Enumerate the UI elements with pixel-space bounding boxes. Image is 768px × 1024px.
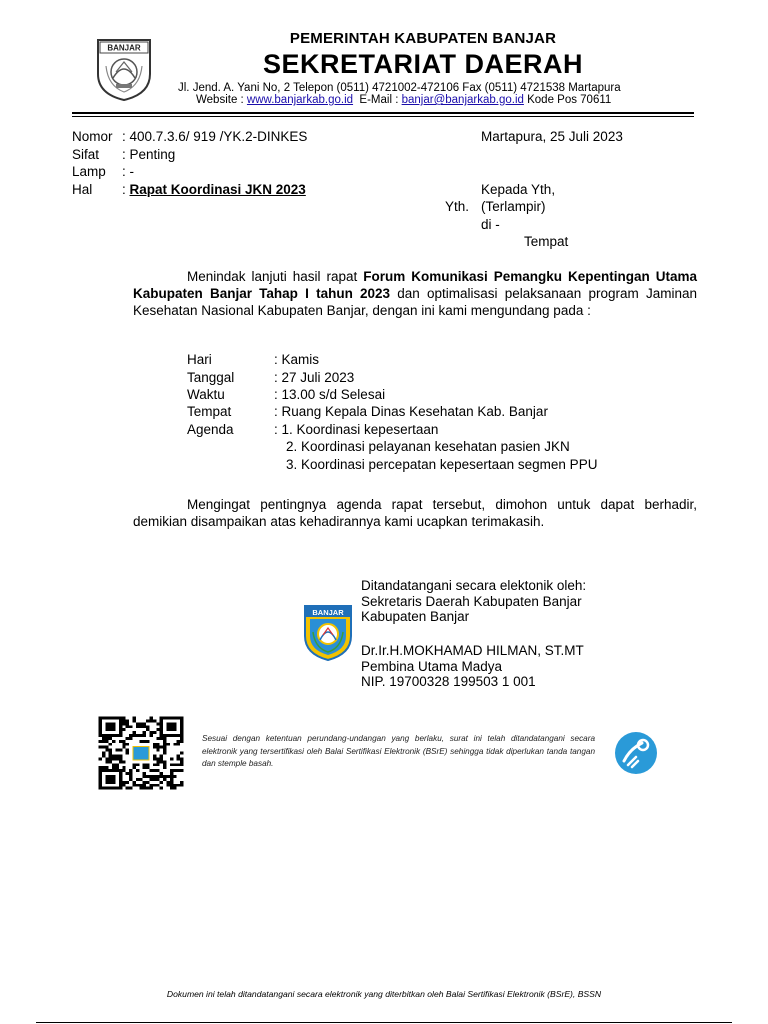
recipient-place: Tempat	[524, 234, 569, 249]
nomor-value: : 400.7.3.6/ 919 /YK.2-DINKES	[122, 129, 308, 144]
website-link[interactable]: www.banjarkab.go.id	[246, 94, 354, 106]
signatory-nip: NIP. 19700328 199503 1 001	[361, 674, 536, 689]
hal-label: Hal	[72, 182, 93, 197]
hal-value: Rapat Koordinasi JKN 2023	[129, 182, 306, 197]
recipient-di: di -	[481, 217, 500, 232]
qr-code	[98, 716, 184, 790]
intro-text-2: dan optimalisasi pelaksanaan program Jaminan Kesehatan Nasional Kabupaten Banjar, dengan ini kami mengundang pada :	[133, 286, 701, 318]
intro-paragraph	[133, 268, 701, 319]
detail-label-waktu: Waktu	[187, 387, 225, 402]
footer-note: Dokumen ini telah ditandatangani secara elektronik yang diterbitkan oleh Balai Sertifikasi Elektronik (BSrE), BSSN	[166, 989, 602, 999]
place-date: Martapura, 25 Juli 2023	[481, 129, 623, 144]
detail-label-tanggal: Tanggal	[187, 370, 235, 385]
postcode: Kode Pos 70611	[523, 94, 612, 106]
header-rule-thin	[72, 116, 694, 117]
intro-text-1: Menindak lanjuti hasil rapat	[187, 269, 364, 284]
office-title: SEKRETARIAT DAERAH	[262, 49, 583, 79]
detail-value-hari: : Kamis	[274, 352, 320, 367]
kabupaten-banjar-logo	[94, 36, 154, 102]
recipient-name: (Terlampir)	[481, 199, 546, 214]
agenda-item-1: : 1. Koordinasi kepesertaan	[274, 422, 439, 437]
detail-label-hari: Hari	[187, 352, 212, 367]
hal-field	[122, 182, 306, 197]
footer-rule	[36, 1022, 732, 1023]
svg-text:BANJAR: BANJAR	[107, 43, 141, 53]
website-label: Website :	[196, 94, 247, 106]
nomor-label: Nomor	[72, 129, 113, 144]
agenda-item-3: 3. Koordinasi percepatan kepesertaan segmen PPU	[286, 457, 598, 472]
office-address: Jl. Jend. A. Yani No, 2 Telepon (0511) 4721002-472106 Fax (0511) 4721538 Martapura	[178, 82, 621, 94]
email-link[interactable]: banjar@banjarkab.go.id	[401, 94, 524, 106]
bsre-notice: Sesuai dengan ketentuan perundang-undangan yang berlaku, surat ini telah ditandatangani secara elektronik yang tersertifikasi oleh Balai Sertifikasi Elektronik (BSrE) sehingga tidak diperlukan tanda tangan dan stemple basah.	[202, 734, 595, 768]
organization-name: PEMERINTAH KABUPATEN BANJAR	[289, 30, 557, 47]
hal-colon: :	[122, 182, 130, 197]
detail-value-tempat: : Ruang Kepala Dinas Kesehatan Kab. Banjar	[274, 404, 548, 419]
intro-forum-name: Forum Komunikasi Pemangku Kepentingan Utama Kabupaten Banjar Tahap I tahun 2023	[133, 269, 697, 301]
detail-value-tanggal: : 27 Juli 2023	[274, 370, 355, 385]
closing-paragraph: Mengingat pentingnya agenda rapat tersebut, dimohon untuk dapat berhadir, demikian disampaikan atas kehadirannya kami ucapkan terimakasih.	[133, 497, 697, 529]
sifat-label: Sifat	[72, 147, 100, 162]
detail-label-tempat: Tempat	[187, 404, 232, 419]
signature-line-2: Sekretaris Daerah Kabupaten Banjar	[361, 594, 582, 609]
svg-text:BANJAR: BANJAR	[312, 608, 344, 617]
signatory-rank: Pembina Utama Madya	[361, 659, 503, 674]
email-label: E-Mail :	[353, 94, 402, 106]
recipient-yth: Yth.	[445, 199, 470, 214]
agenda-item-2: 2. Koordinasi pelayanan kesehatan pasien JKN	[286, 439, 570, 454]
sifat-value: : Penting	[122, 147, 176, 162]
detail-value-waktu: : 13.00 s/d Selesai	[274, 387, 386, 402]
contact-line	[196, 94, 611, 106]
signature-line-1: Ditandatangani secara elektonik oleh:	[361, 578, 587, 593]
lamp-label: Lamp	[72, 164, 106, 179]
signature-line-3: Kabupaten Banjar	[361, 609, 470, 624]
bsre-seal-icon	[614, 731, 658, 775]
kabupaten-banjar-color-logo	[303, 604, 353, 662]
detail-label-agenda: Agenda	[187, 422, 234, 437]
lamp-value: : -	[122, 164, 134, 179]
signatory-name: Dr.Ir.H.MOKHAMAD HILMAN, ST.MT	[361, 643, 584, 658]
recipient-greeting: Kepada Yth,	[481, 182, 556, 197]
header-rule	[72, 112, 694, 114]
